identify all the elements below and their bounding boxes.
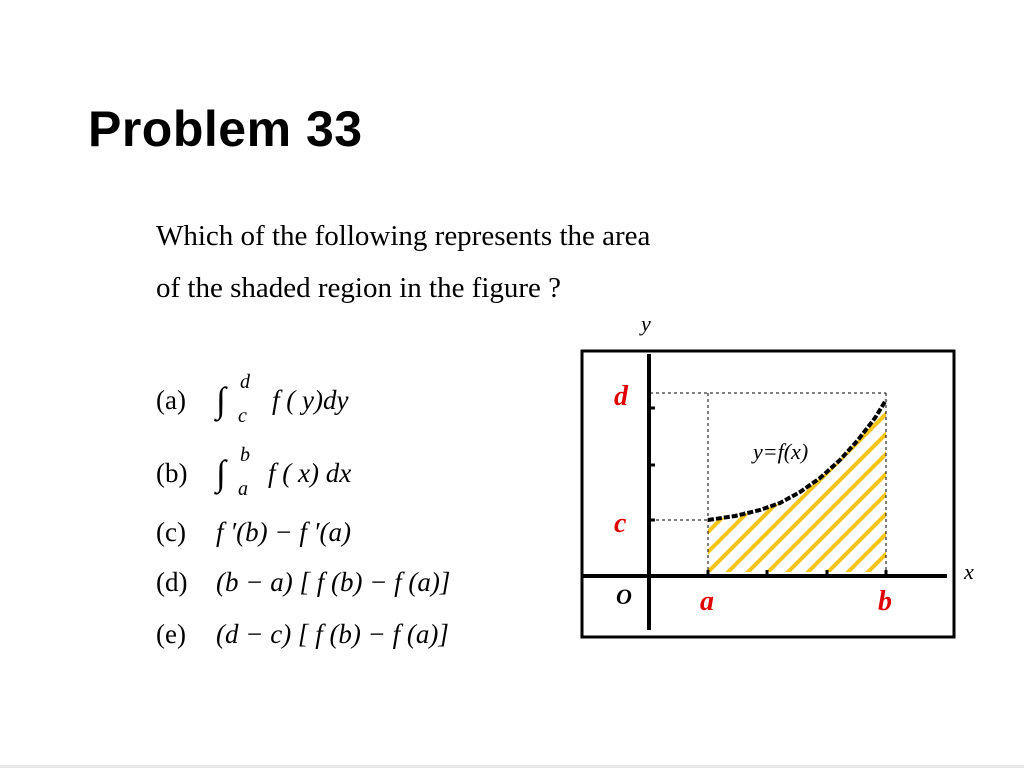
choice-expression: (b − a) [ f (b) − f (a)] [216, 566, 451, 597]
b-label: b [878, 586, 892, 617]
figure-frame [582, 351, 954, 637]
question-line-2: of the shaded region in the figure ? [156, 272, 562, 304]
d-label: d [614, 381, 628, 412]
integrand: f ( x) dx [268, 457, 352, 488]
choice-label: (e) [156, 618, 186, 649]
page-title: Problem 33 [88, 101, 363, 157]
curve-label: y=f(x) [753, 439, 809, 464]
integral-lower-limit: a [238, 478, 248, 500]
integrand: f ( y)dy [272, 384, 349, 415]
integral-upper-limit: d [240, 371, 250, 393]
x-axis-label: x [964, 559, 974, 584]
shaded-region [600, 380, 1024, 580]
question-line-1: Which of the following represents the area [156, 220, 651, 252]
integral-upper-limit: b [240, 444, 250, 466]
a-label: a [700, 586, 714, 617]
choice-expression: f ′(b) − f ′(a) [216, 516, 351, 547]
choice-label: (b) [156, 457, 188, 488]
choice-label: (a) [156, 384, 186, 415]
choice-label: (d) [156, 566, 188, 597]
choice-label: (c) [156, 516, 186, 547]
integral-lower-limit: c [238, 405, 247, 427]
guide-lines [650, 393, 886, 572]
y-axis-label: y [641, 311, 651, 336]
integral-sign: ∫ b a [216, 444, 250, 500]
integral-sign: ∫ d c [216, 371, 250, 427]
origin-label: O [616, 584, 632, 609]
c-label: c [614, 508, 627, 539]
choice-expression: (d − c) [ f (b) − f (a)] [216, 618, 449, 649]
